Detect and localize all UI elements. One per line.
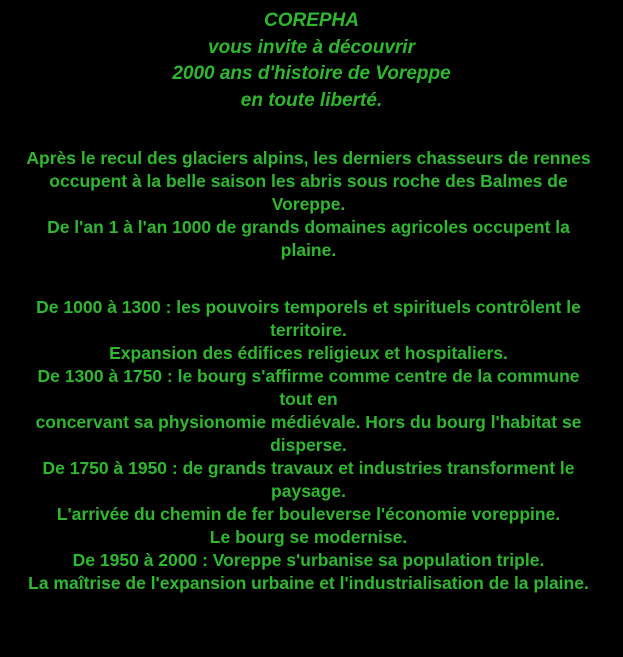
text-line: concervant sa physionomie médiévale. Hors du bourg l'habitat se disperse. [35,412,582,455]
history-paragraph-timeline [22,296,595,595]
text-line: De 1300 à 1750 : le bourg s'affirme comme centre de la commune tout en [37,366,580,409]
text-line: L'arrivée du chemin de fer bouleverse l'économie voreppine. [56,504,561,524]
text-line: Après le recul des glaciers alpins, les derniers chasseurs de rennes [26,148,591,168]
invitation-text: vous invite à découvrir [208,36,415,58]
intro-heading [0,8,623,114]
text-line: De l'an 1 à l'an 1000 de grands domaines agricoles occupent la plaine. [47,217,570,260]
text-line: La maîtrise de l'expansion urbaine et l'industrialisation de la plaine. [28,573,589,593]
text-line: Expansion des édifices religieux et hospitaliers. [109,343,508,363]
freedom-text: en toute liberté. [240,89,383,111]
history-title: 2000 ans d'histoire de Voreppe [172,63,451,84]
history-paragraph-prehistory [22,147,595,262]
organization-name: COREPHA [263,10,359,31]
text-line: Le bourg se modernise. [209,527,408,547]
text-line: occupent à la belle saison les abris sous roche des Balmes de Voreppe. [49,171,568,214]
text-line: De 1000 à 1300 : les pouvoirs temporels et spirituels contrôlent le territoire. [36,297,581,340]
text-line: De 1950 à 2000 : Voreppe s'urbanise sa population triple. [72,550,545,570]
text-line: De 1750 à 1950 : de grands travaux et industries transforment le paysage. [42,458,575,501]
